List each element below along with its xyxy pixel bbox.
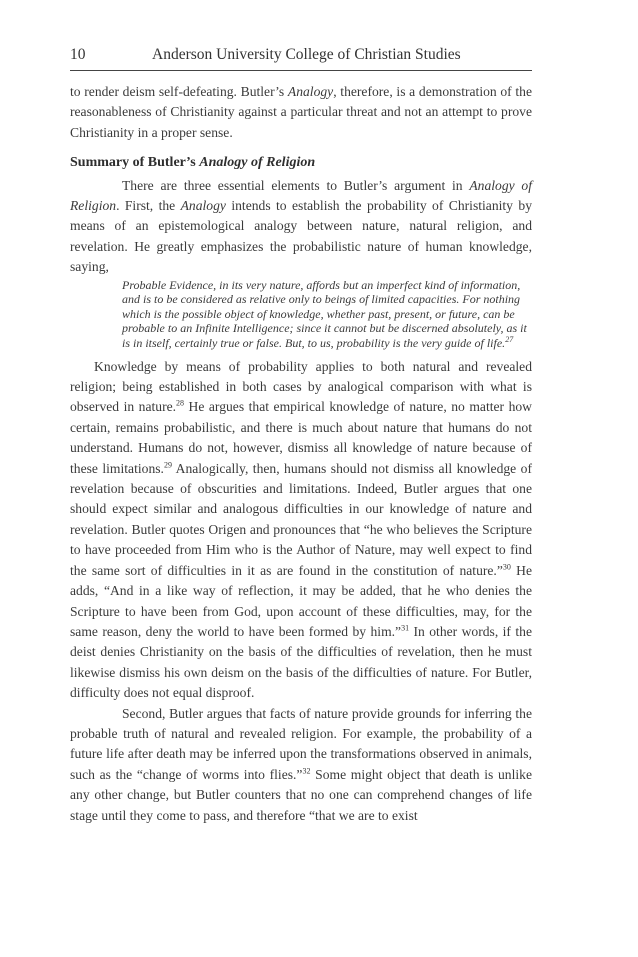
page-number: 10 — [70, 46, 86, 63]
footnote-ref-31: 31 — [401, 623, 410, 633]
header-divider — [70, 70, 532, 71]
footnote-ref-30: 30 — [502, 562, 511, 572]
paragraph-three-elements: There are three essential elements to Butler’s argument in Analogy of Religion. First, the Analogy intends to establish the probability of Christianity by means of an epistemological analogy between nature, natural religion, and revelation. He greatly emphasizes the probabilistic nature of human knowledge, saying, — [70, 177, 532, 275]
paragraph-second-element: Second, Butler argues that facts of nature provide grounds for inferring the probable truth of natural and revealed religion. For example, the probability of a future life after death may be inferred upon the transformations observed in animals, such as the “change of worms into flies.”$^{32}$ Some might object that death is unlike any other change, but Butler counters that no one can comprehend changes of life stage until they come to pass, and therefore “that we are to exist — [70, 705, 532, 823]
footnote-ref-28: 28 — [176, 398, 185, 408]
body-text — [70, 82, 532, 826]
block-quote: Probable Evidence, in its very nature, affords but an imperfect kind of information, and is to be considered as relative only to beings of limited capacities. For nothing which is the possible object of knowledge, whether past, present, or future, can be probable to an Infinite Intelligence; since it cannot but be discerned absolutely, as it is in itself, certainly true or false. But, to us, probability is the very guide of life.$^{27}$ — [122, 277, 527, 351]
paragraph-continuation: to render deism self-defeating. Butler’s Analogy, therefore, is a demonstration of the reasonableness of Christianity against a particular threat and not an attempt to prove Christianity in a proper sense. — [70, 84, 532, 140]
paragraph-probability: Knowledge by means of probability applies to both natural and revealed religion; being established in both cases by analogical comparison with what is observed in nature.$^{28}$ He argues that empirical knowledge of nature, no matter how certain, remains probabilistic, and there is much about nature that humans do not understand. Humans do not, however, dismiss all knowledge of nature because of these limitations.$^{29}$ Analogically, then, humans should not dismiss all knowledge of revelation because of obscurities and limitations. Indeed, Butler argues that one should expect similar and analogous difficulties in our knowledge of nature and revelation. Butler quotes Origen and pronounces that “he who believes the Scripture to have proceeded from Him who is the Author of Nature, may well expect to find the same sort of difficulties in it as are found in the constitution of nature.”$^{30}$ He adds, “And in a like way of reflection, it may be added, that he who denies the Scripture to have been from God, upon account of these difficulties, may, for the same reason, deny the world to have been formed by him.”$^{31}$ In other words, if the deist denies Christianity on the basis of the difficulties of revelation, then he must likewise dismiss his own deism on the basis of the difficulties of nature. For Butler, difficulty does not equal disproof. — [70, 358, 533, 701]
running-title: Anderson University College of Christian Studies — [152, 46, 461, 63]
section-heading: Summary of Butler’s Analogy of Religion — [70, 155, 316, 171]
footnote-ref-29: 29 — [163, 460, 172, 470]
footnote-ref-27: 27 — [505, 335, 514, 345]
footnote-ref-32: 32 — [302, 766, 311, 776]
running-header — [70, 46, 532, 68]
